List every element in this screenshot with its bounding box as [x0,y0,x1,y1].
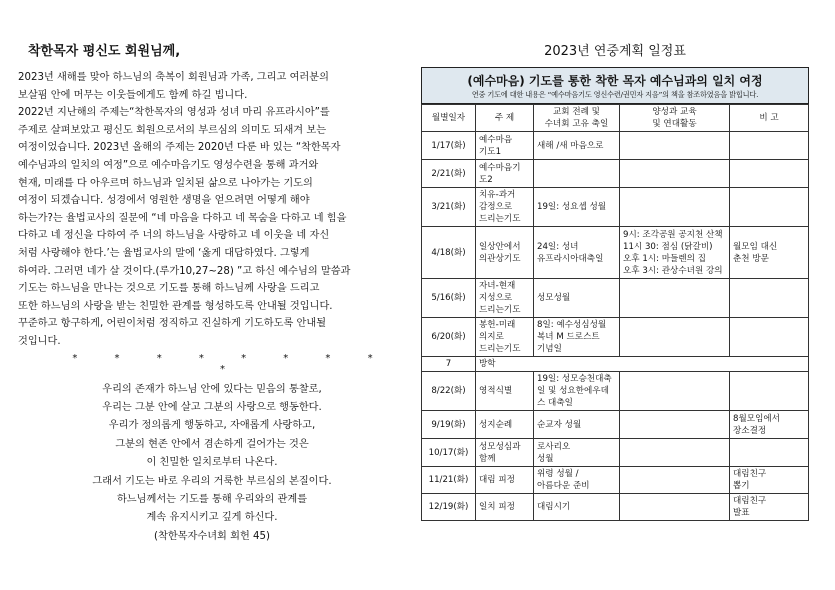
cell-theme: 예수마음 기도1 [476,132,534,160]
cell-date: 11/21(화) [422,467,476,494]
poem-line: 계속 유지시키고 깊게 하신다. [146,512,278,524]
letter-line: 꾸준하고 항구하게, 어린이처럼 정직하고 진실하게 기도하도록 안내될 [18,318,327,330]
column-header: 월별일자 [422,105,476,132]
cell-church: 8일: 예수성심성월 복녀 M 드로스트 기념일 [534,318,620,357]
cell-church [534,160,620,188]
cell-note: 8월모임에서 장소결정 [730,411,809,439]
cell-note [730,160,809,188]
banner-subtitle: 연중 기도에 대한 내용은 “예수마음기도 영신수련/권민자 지음”의 책을 참조하였음을 밝힙니다. [471,90,759,99]
cell-theme: 대림 피정 [476,467,534,494]
cell-date: 8/22(화) [422,372,476,411]
schedule-banner [421,67,809,104]
cell-church: 성모성월 [534,279,620,318]
cell-note [730,132,809,160]
cell-date: 1/17(화) [422,132,476,160]
cell-edu [620,494,730,521]
cell-theme: 성모성심과 함께 [476,439,534,467]
cell-theme: 성지순례 [476,411,534,439]
cell-date: 3/21(화) [422,188,476,227]
cell-date: 5/16(화) [422,279,476,318]
cell-date: 6/20(화) [422,318,476,357]
schedule-title: 2023년 연중계획 일정표 [544,44,686,59]
cell-note [730,279,809,318]
table-row [422,160,809,188]
letter-line: 것입니다. [18,335,61,347]
cell-note [730,372,809,411]
letter-line: 여정이 되겠습니다. 성경에서 영원한 생명을 얻으려면 어떻게 해야 [18,195,310,207]
banner-title: (예수마음) 기도를 통한 착한 목자 예수님과의 일치 여정 [467,74,763,88]
poem-line: 우리가 정의롭게 행동하고, 자애롭게 사랑하고, [108,420,316,432]
cell-theme: 예수마음기 도2 [476,160,534,188]
star-divider: * * * * * * * * * [72,352,390,375]
column-header: 양성과 교육 및 연대활동 [620,105,730,132]
cell-date: 2/21(화) [422,160,476,188]
poem-line: 이 친밀한 일치로부터 나온다. [146,457,278,469]
table-header-row [422,105,809,132]
cell-date: 4/18(화) [422,227,476,279]
table-row [422,372,809,411]
cell-edu [620,467,730,494]
letter-line: 하는가?는 율법교사의 질문에 “네 마음을 다하고 네 목숨을 다하고 네 힘을 [18,212,347,224]
cell-edu [620,372,730,411]
table-row [422,357,809,372]
letter-line: 또한 하느님의 사랑을 받는 친밀한 관계를 형성하도록 안내될 것입니다. [18,300,333,312]
cell-theme: 치유-과거 감정으로 드리는기도 [476,188,534,227]
letter-line: 현재, 미래를 다 아우르며 하느님과 일치된 삶으로 나아가는 기도의 [18,177,313,189]
table-row [422,494,809,521]
letter-column [18,36,406,546]
cell-note [730,318,809,357]
poem-line: 우리는 그분 안에 살고 그분의 사랑으로 행동한다. [102,401,322,413]
cell-church: 새해 /새 마음으로 [534,132,620,160]
cell-edu [620,188,730,227]
letter-line: 주제로 살펴보았고 평신도 회원으로서의 부르심의 의미도 되새겨 보는 [18,124,327,136]
letter-line: 하여라. 그러면 네가 살 것이다.(루가10,27~28) ”고 하신 예수님의 말씀과 [18,265,351,277]
cell-church: 순교자 성월 [534,411,620,439]
letter-line: 보살핌 안에 머무는 이웃들에게도 함께 하길 빕니다. [18,89,248,101]
cell-edu [620,132,730,160]
cell-date: 9/19(화) [422,411,476,439]
cell-edu [620,411,730,439]
letter-line: 예수님과의 일치의 여정”으로 예수마음기도 영성수련을 통해 과거와 [18,159,319,171]
column-header: 주 제 [476,105,534,132]
cell-edu [620,279,730,318]
column-header: 교회 전례 및 수녀회 고유 축일 [534,105,620,132]
cell-church: 19일: 성요셉 성월 [534,188,620,227]
cell-note: 대림친구 뽑기 [730,467,809,494]
cell-edu [620,160,730,188]
cell-theme: 일치 피정 [476,494,534,521]
cell-church: 위령 성월 / 아름다운 준비 [534,467,620,494]
letter-line: 기도는 하느님을 만나는 것으로 기도를 통해 하느님께 사랑을 드리고 [18,283,320,295]
letter-greeting: 착한목자 평신도 회원님께, [28,44,181,59]
cell-theme: 자녀-현재 지성으로 드리는기도 [476,279,534,318]
poem-block [18,381,406,547]
poem-line: (착한목자수녀회 회헌 45) [154,530,270,542]
table-row [422,132,809,160]
cell-date: 12/19(화) [422,494,476,521]
cell-note: 대림친구 발표 [730,494,809,521]
cell-church: 24일: 성녀 유프라시아대축일 [534,227,620,279]
cell-edu [620,318,730,357]
poem-line: 그분의 현존 안에서 겸손하게 걸어가는 것은 [115,438,309,450]
poem-line: 그래서 기도는 바로 우리의 거룩한 부르심의 본질이다. [92,475,332,487]
cell-church: 로사리오 성월 [534,439,620,467]
letter-line: 여정이었습니다. 2023년 올해의 주제는 2020년 다룬 바 있는 “착한목자 [18,142,341,154]
poem-line: 우리의 존재가 하느님 안에 있다는 믿음의 통찰로, [102,383,322,395]
poem-line: 하느님께서는 기도를 통해 우리와의 관계를 [116,493,308,505]
cell-church: 대림시기 [534,494,620,521]
letter-line: 2022년 지난해의 주제는“착한목자의 영성과 성녀 마리 유프라시아”를 [18,107,330,119]
letter-body [18,69,406,351]
column-header: 비 고 [730,105,809,132]
table-row [422,318,809,357]
table-row [422,411,809,439]
cell-note: 월모임 대신 춘천 방문 [730,227,809,279]
cell-date: 10/17(화) [422,439,476,467]
table-row [422,227,809,279]
letter-line: 2023년 새해를 맞아 하느님의 축복이 회원님과 가족, 그리고 여러분의 [18,72,329,83]
cell-date: 7 [422,357,476,372]
cell-church: 19일: 성모승천대축 일 및 성요한에우데 스 대축일 [534,372,620,411]
cell-edu: 9시: 조각공원 공지천 산책 11시 30: 점심 (닭갈비) 오후 1시: 마들렌의 집 오후 3시: 관상수녀원 강의 [620,227,730,279]
letter-line: 다하고 네 정신을 다하여 주 너의 하느님을 사랑하고 네 이웃을 네 자신 [18,230,330,242]
letter-line: 처럼 사랑해야 한다.’는 율법교사의 말에 ‘옳게 대답하였다. 그렇게 [18,247,310,259]
table-row [422,188,809,227]
cell-theme: 방학 [476,357,809,372]
table-row [422,467,809,494]
table-row [422,279,809,318]
table-body [422,132,809,521]
table-row [422,439,809,467]
schedule-column [421,36,809,521]
schedule-table [421,104,809,521]
cell-note [730,439,809,467]
cell-theme: 일상안에서 의관상기도 [476,227,534,279]
cell-note [730,188,809,227]
cell-theme: 봉헌-미래 의지로 드리는기도 [476,318,534,357]
cell-edu [620,439,730,467]
cell-theme: 영적식별 [476,372,534,411]
